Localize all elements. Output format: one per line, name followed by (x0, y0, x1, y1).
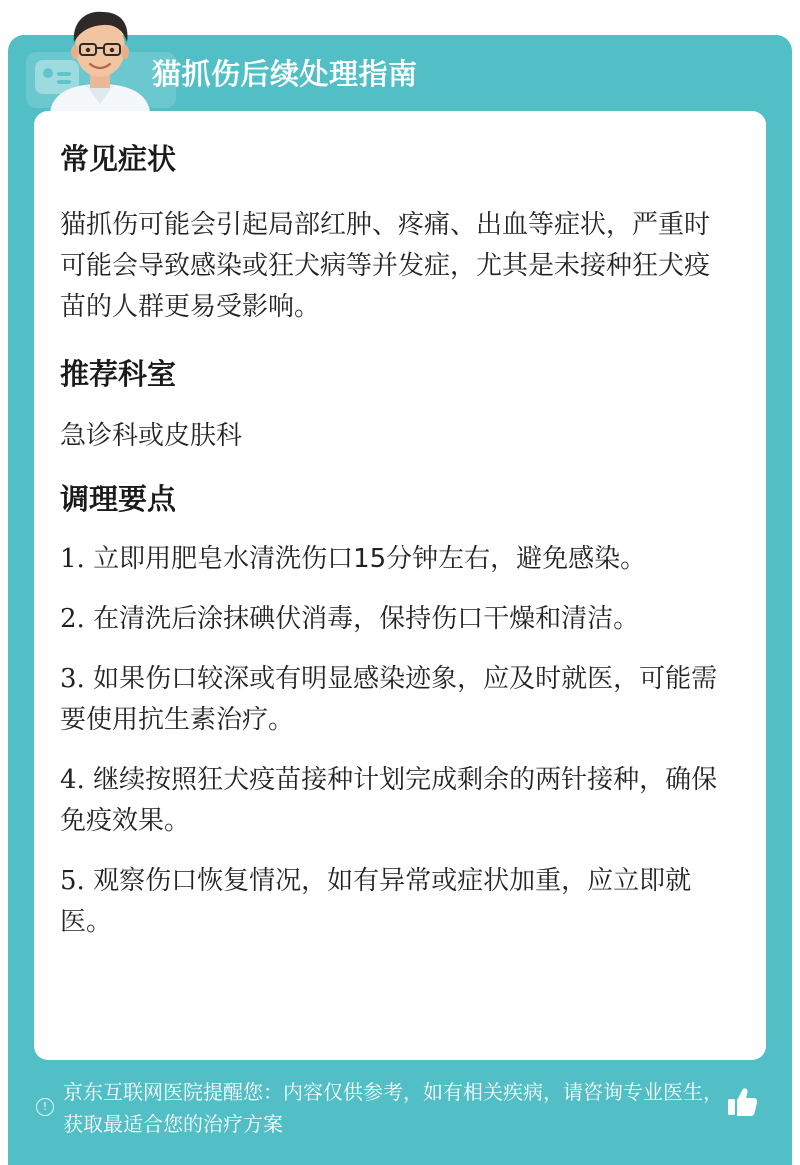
list-item (60, 760, 732, 842)
list-item-number: 2. (60, 604, 85, 634)
care-title: 调理要点 (60, 482, 177, 516)
list-item-text: 立即用肥皂水清洗伤口15分钟左右，避免感染。 (93, 544, 647, 574)
doctor-avatar (45, 0, 155, 112)
list-item-text: 如果伤口较深或有明显感染迹象，应及时就医，可能需要使用抗生素治疗。 (60, 664, 718, 735)
list-item-text: 观察伤口恢复情况，如有异常或症状加重，应立即就医。 (60, 866, 692, 937)
list-item-text: 继续按照狂犬疫苗接种计划完成剩余的两针接种，确保免疫效果。 (60, 765, 718, 836)
list-item-number: 5. (60, 866, 85, 896)
list-item (60, 659, 732, 741)
list-item (60, 539, 732, 580)
thumbs-up-icon[interactable] (724, 1084, 760, 1120)
list-item (60, 861, 732, 943)
care-list (60, 539, 732, 943)
page-title: 猫抓伤后续处理指南 (152, 57, 418, 91)
content-card (34, 111, 766, 1060)
department-title: 推荐科室 (60, 357, 177, 391)
footer-disclaimer (36, 1076, 736, 1140)
disclaimer-text: 京东互联网医院提醒您：内容仅供参考，如有相关疾病，请咨询专业医生，获取最适合您的治疗方案 (63, 1080, 723, 1136)
list-item-number: 3. (60, 664, 85, 694)
symptoms-text: 猫抓伤可能会引起局部红肿、疼痛、出血等症状，严重时可能会导致感染或狂犬病等并发症，尤其是未接种狂犬疫苗的人群更易受影响。 (60, 210, 711, 322)
list-item-number: 1. (60, 544, 85, 574)
info-icon: ! (36, 1098, 54, 1116)
list-item (60, 599, 732, 640)
list-item-text: 在清洗后涂抹碘伏消毒，保持伤口干燥和清洁。 (93, 604, 640, 634)
symptoms-title: 常见症状 (60, 142, 177, 176)
department-text: 急诊科或皮肤科 (60, 421, 243, 451)
list-item-number: 4. (60, 765, 85, 795)
